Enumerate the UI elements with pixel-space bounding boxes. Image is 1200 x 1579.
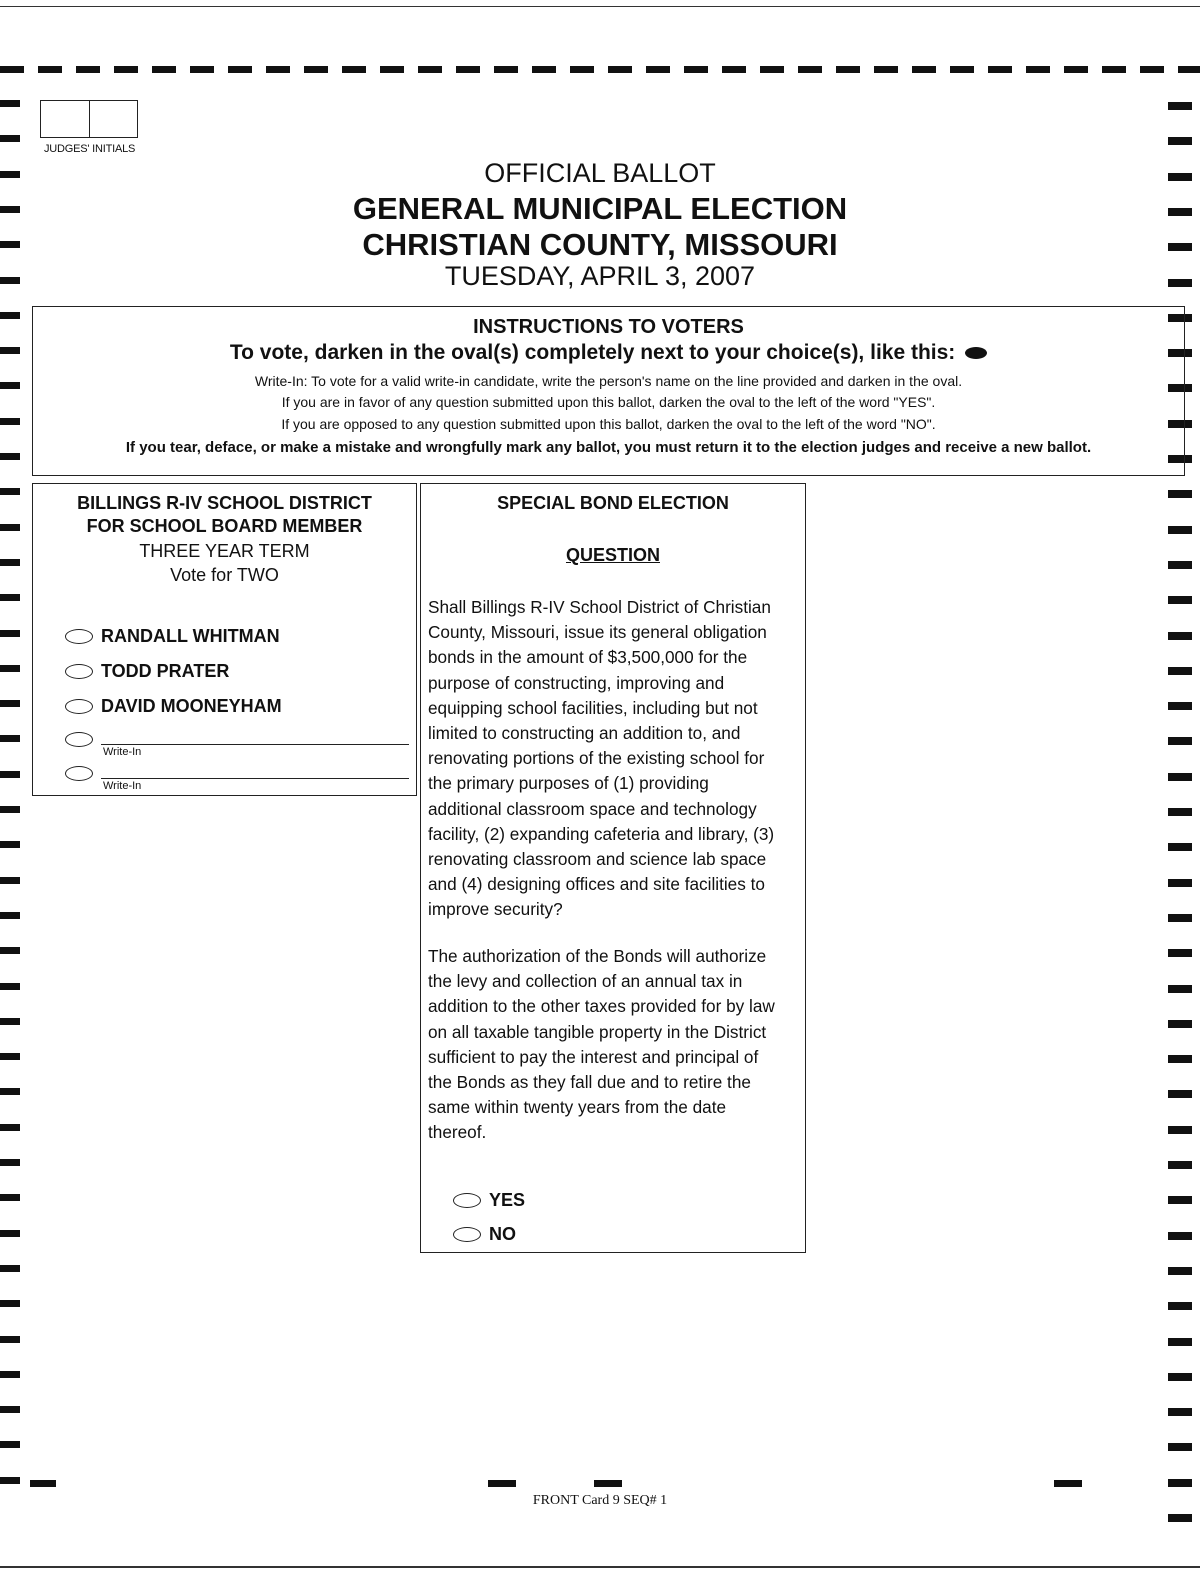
write-in-oval[interactable]: [65, 732, 93, 747]
filled-oval-example-icon: [965, 347, 987, 359]
timing-mark: [1168, 1126, 1192, 1134]
text-line: bonds in the amount of $3,500,000 for the: [428, 647, 748, 668]
timing-mark: [1168, 1338, 1192, 1346]
timing-mark: [988, 66, 1012, 73]
authorization-text: [428, 944, 800, 1146]
timing-mark: [1102, 66, 1126, 73]
contest-office: FOR SCHOOL BOARD MEMBER: [86, 516, 363, 536]
candidate-name: RANDALL WHITMAN: [101, 626, 280, 646]
timing-mark: [836, 66, 860, 73]
contest-vote-for: Vote for TWO: [170, 565, 279, 585]
ballot-title: OFFICIAL BALLOT: [484, 158, 716, 188]
timing-mark: [0, 418, 20, 425]
candidate-david-mooneyham[interactable]: [65, 696, 282, 717]
text-line: and (4) designing offices and site facilities to: [428, 874, 765, 895]
timing-mark: [0, 1300, 20, 1307]
text-line: limited to constructing an addition to, and: [428, 723, 741, 744]
timing-mark: [0, 912, 20, 919]
vote-oval[interactable]: [65, 664, 93, 679]
instructions-line-3: If you are in favor of any question submitted upon this ballot, darken the oval to the left of the word "YES".: [281, 394, 936, 410]
timing-mark: [304, 66, 328, 73]
timing-mark: [646, 66, 670, 73]
bottom-edge-rule: [0, 1566, 1200, 1568]
timing-mark: [0, 947, 20, 954]
timing-mark: [1054, 1480, 1082, 1487]
timing-mark: [0, 312, 20, 319]
timing-mark: [532, 66, 556, 73]
text-line: additional classroom space and technology: [428, 798, 757, 819]
contest-term: THREE YEAR TERM: [139, 541, 310, 561]
timing-mark: [798, 66, 822, 73]
write-in-label: Write-In: [103, 780, 142, 792]
text-line: on all taxable tangible property in the District: [428, 1021, 767, 1042]
text-line: equipping school facilities, including but not: [428, 697, 758, 718]
timing-mark: [152, 66, 176, 73]
timing-mark: [1168, 596, 1192, 604]
timing-mark: [1168, 808, 1192, 816]
write-in-label: Write-In: [103, 746, 142, 758]
choice-yes[interactable]: [453, 1190, 525, 1211]
text-line: The authorization of the Bonds will authorize: [428, 946, 767, 966]
timing-mark: [1168, 985, 1192, 993]
timing-mark: [0, 347, 20, 354]
write-in-line[interactable]: [101, 778, 409, 779]
candidate-todd-prater[interactable]: [65, 661, 229, 682]
election-title: GENERAL MUNICIPAL ELECTION: [352, 191, 848, 226]
timing-mark: [228, 66, 252, 73]
timing-mark: [1168, 1267, 1192, 1275]
county-title: CHRISTIAN COUNTY, MISSOURI: [362, 227, 838, 262]
timing-mark: [1168, 1514, 1192, 1522]
write-in-line[interactable]: [101, 744, 409, 745]
timing-mark: [1168, 737, 1192, 745]
text-line: renovating classroom and science lab space: [428, 849, 767, 870]
timing-mark: [0, 1265, 20, 1272]
timing-mark: [874, 66, 898, 73]
timing-mark: [1168, 949, 1192, 957]
timing-mark: [0, 382, 20, 389]
timing-mark: [1168, 702, 1192, 710]
timing-mark: [0, 135, 20, 142]
timing-mark: [76, 66, 100, 73]
timing-mark: [0, 841, 20, 848]
judges-initials-cell[interactable]: [89, 101, 138, 137]
timing-mark: [1168, 1090, 1192, 1098]
top-edge-rule: [0, 6, 1200, 7]
contest-title: BILLINGS R-IV SCHOOL DISTRICT: [77, 493, 372, 513]
timing-mark: [1168, 1443, 1192, 1451]
timing-mark: [494, 66, 518, 73]
timing-mark: [950, 66, 974, 73]
question-text: [428, 595, 800, 923]
instructions-line-4: If you are opposed to any question submitted upon this ballot, darken the oval to the left of the word "NO".: [281, 416, 936, 432]
timing-mark: [342, 66, 366, 73]
timing-mark: [1168, 1161, 1192, 1169]
text-line: sufficient to pay the interest and principal of: [428, 1046, 759, 1067]
instructions-heading: INSTRUCTIONS TO VOTERS: [473, 316, 744, 338]
timing-mark: [0, 488, 20, 495]
timing-mark: [380, 66, 404, 73]
timing-mark: [1026, 66, 1050, 73]
vote-oval[interactable]: [65, 699, 93, 714]
timing-mark: [0, 1406, 20, 1413]
timing-mark: [608, 66, 632, 73]
text-line: same within twenty years from the date: [428, 1097, 727, 1118]
school-board-contest: [32, 483, 417, 796]
timing-mark: [0, 1477, 20, 1484]
timing-mark: [0, 665, 20, 672]
timing-mark: [0, 771, 20, 778]
timing-mark: [594, 1480, 622, 1487]
text-line: Shall Billings R-IV School District of Christian: [428, 597, 771, 617]
timing-mark: [30, 1480, 56, 1487]
candidate-randall-whitman[interactable]: [65, 626, 280, 647]
timing-mark: [0, 100, 20, 107]
timing-mark: [418, 66, 442, 73]
timing-mark: [0, 594, 20, 601]
timing-mark: [722, 66, 746, 73]
text-line: renovating portions of the existing school for: [428, 748, 765, 769]
vote-oval[interactable]: [65, 629, 93, 644]
text-line: facility, (2) expanding cafeteria and library, (3): [428, 823, 775, 844]
timing-mark: [1168, 843, 1192, 851]
timing-mark: [1168, 1196, 1192, 1204]
timing-mark: [1168, 1373, 1192, 1381]
election-date: TUESDAY, APRIL 3, 2007: [444, 261, 756, 291]
candidate-name: DAVID MOONEYHAM: [101, 696, 282, 716]
timing-mark: [1140, 66, 1164, 73]
timing-mark: [1168, 1479, 1192, 1487]
text-line: thereof.: [428, 1122, 487, 1143]
text-line: the Bonds as they fall due and to retire the: [428, 1072, 751, 1093]
instructions-box: [32, 306, 1185, 476]
choice-label: NO: [489, 1224, 516, 1244]
text-line: County, Missouri, issue its general obligation: [428, 622, 767, 643]
card-footer: FRONT Card 9 SEQ# 1: [532, 1493, 668, 1508]
timing-mark: [1168, 879, 1192, 887]
text-line: improve security?: [428, 899, 563, 920]
timing-mark: [0, 735, 20, 742]
timing-mark: [0, 877, 20, 884]
timing-mark: [0, 1441, 20, 1448]
instructions-line-1: [33, 341, 1184, 365]
timing-mark: [1168, 490, 1192, 498]
text-line: addition to the other taxes provided for by law: [428, 996, 775, 1017]
timing-mark: [1168, 1302, 1192, 1310]
judges-initials-box[interactable]: [40, 100, 138, 138]
judges-initials-label: JUDGES' INITIALS: [44, 143, 136, 155]
timing-mark: [0, 1371, 20, 1378]
timing-mark: [190, 66, 214, 73]
timing-mark: [1178, 66, 1200, 73]
timing-mark: [266, 66, 290, 73]
candidate-name: TODD PRATER: [101, 661, 230, 681]
timing-mark: [0, 1018, 20, 1025]
timing-mark: [0, 66, 24, 73]
timing-mark: [1168, 561, 1192, 569]
timing-mark: [0, 559, 20, 566]
timing-mark: [488, 1480, 516, 1487]
timing-mark: [0, 1194, 20, 1201]
timing-mark: [1168, 1020, 1192, 1028]
bond-election-contest: [420, 483, 806, 1253]
timing-mark: [0, 1230, 20, 1237]
timing-mark: [1168, 1408, 1192, 1416]
timing-mark: [0, 700, 20, 707]
choice-no[interactable]: [453, 1224, 516, 1245]
text-line: the levy and collection of an annual tax in: [428, 971, 743, 992]
timing-mark: [1168, 102, 1192, 110]
timing-mark: [1168, 526, 1192, 534]
text-line: purpose of constructing, improving and: [428, 672, 725, 693]
vote-oval[interactable]: [453, 1193, 481, 1208]
timing-mark: [114, 66, 138, 73]
instructions-line-1-text: To vote, darken in the oval(s) completely next to your choice(s), like this:: [229, 341, 956, 364]
timing-mark: [1168, 632, 1192, 640]
timing-mark: [38, 66, 62, 73]
timing-mark: [0, 1088, 20, 1095]
text-line: the primary purposes of (1) providing: [428, 773, 709, 794]
instructions-line-2: Write-In: To vote for a valid write-in candidate, write the person's name on the line provided and darken in the oval.: [254, 373, 963, 389]
timing-mark: [570, 66, 594, 73]
write-in-oval[interactable]: [65, 766, 93, 781]
instructions-line-5: If you tear, deface, or make a mistake and wrongfully mark any ballot, you must return it to the election judges and receive a new ballot.: [125, 439, 1092, 456]
timing-mark: [0, 806, 20, 813]
timing-mark: [0, 1159, 20, 1166]
timing-mark: [0, 1336, 20, 1343]
timing-mark: [456, 66, 480, 73]
timing-mark: [1168, 667, 1192, 675]
timing-mark: [0, 524, 20, 531]
timing-mark: [0, 453, 20, 460]
contest-title: SPECIAL BOND ELECTION: [497, 493, 729, 513]
timing-mark: [684, 66, 708, 73]
timing-mark: [1168, 914, 1192, 922]
timing-mark: [1168, 773, 1192, 781]
timing-mark: [0, 1124, 20, 1131]
question-heading: QUESTION: [565, 545, 660, 565]
timing-mark: [0, 630, 20, 637]
judges-initials-cell[interactable]: [41, 101, 89, 137]
timing-mark: [760, 66, 784, 73]
choice-label: YES: [489, 1190, 526, 1210]
timing-mark: [912, 66, 936, 73]
timing-mark: [1168, 1232, 1192, 1240]
timing-mark: [0, 983, 20, 990]
vote-oval[interactable]: [453, 1227, 481, 1242]
timing-mark: [1168, 137, 1192, 145]
timing-mark: [1064, 66, 1088, 73]
timing-mark: [0, 1053, 20, 1060]
timing-mark: [1168, 1055, 1192, 1063]
